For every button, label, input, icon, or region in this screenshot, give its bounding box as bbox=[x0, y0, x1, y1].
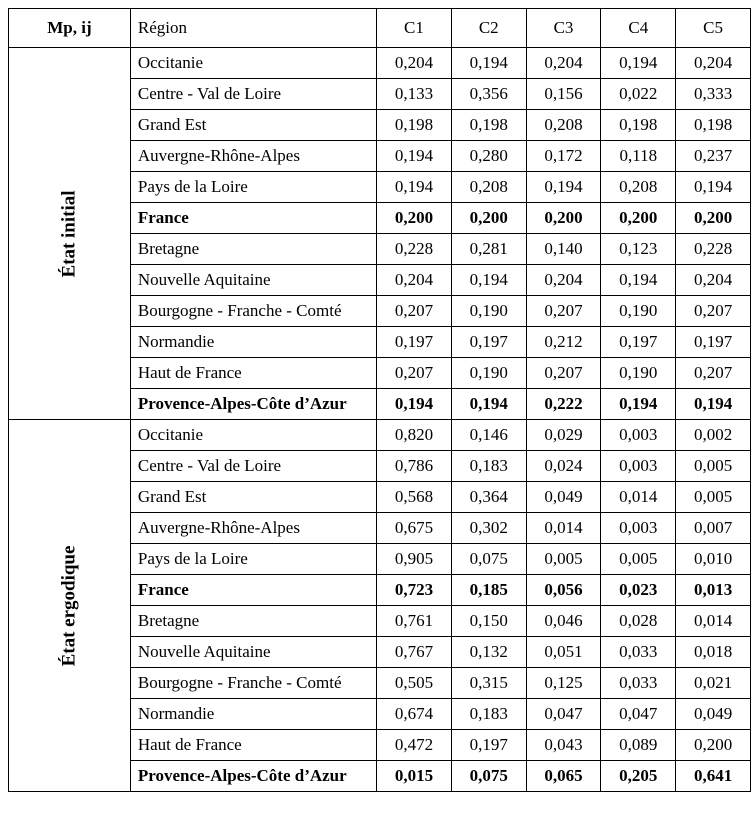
value-cell-c5: 0,194 bbox=[676, 172, 751, 203]
value-cell-c3: 0,204 bbox=[526, 48, 601, 79]
value-cell-c4: 0,190 bbox=[601, 358, 676, 389]
value-cell-c4: 0,022 bbox=[601, 79, 676, 110]
value-cell-c2: 0,190 bbox=[451, 358, 526, 389]
value-cell-c3: 0,207 bbox=[526, 296, 601, 327]
value-cell-c4: 0,198 bbox=[601, 110, 676, 141]
region-cell: Bretagne bbox=[130, 606, 376, 637]
value-cell-c4: 0,089 bbox=[601, 730, 676, 761]
value-cell-c5: 0,333 bbox=[676, 79, 751, 110]
column-header-c1: C1 bbox=[377, 9, 452, 48]
value-cell-c1: 0,568 bbox=[377, 482, 452, 513]
value-cell-c5: 0,010 bbox=[676, 544, 751, 575]
value-cell-c2: 0,150 bbox=[451, 606, 526, 637]
group-label: État initial bbox=[58, 189, 80, 278]
region-cell: Grand Est bbox=[130, 482, 376, 513]
value-cell-c2: 0,075 bbox=[451, 761, 526, 792]
value-cell-c1: 0,207 bbox=[377, 358, 452, 389]
region-cell: France bbox=[130, 203, 376, 234]
value-cell-c4: 0,197 bbox=[601, 327, 676, 358]
value-cell-c1: 0,207 bbox=[377, 296, 452, 327]
value-cell-c4: 0,118 bbox=[601, 141, 676, 172]
region-cell: Provence-Alpes-Côte d’Azur bbox=[130, 761, 376, 792]
group-label-cell bbox=[9, 48, 131, 420]
value-cell-c1: 0,472 bbox=[377, 730, 452, 761]
value-cell-c4: 0,003 bbox=[601, 513, 676, 544]
table-row bbox=[9, 420, 751, 451]
value-cell-c2: 0,190 bbox=[451, 296, 526, 327]
value-cell-c3: 0,204 bbox=[526, 265, 601, 296]
value-cell-c4: 0,033 bbox=[601, 668, 676, 699]
region-cell: Nouvelle Aquitaine bbox=[130, 637, 376, 668]
column-header-c5: C5 bbox=[676, 9, 751, 48]
value-cell-c2: 0,132 bbox=[451, 637, 526, 668]
value-cell-c1: 0,198 bbox=[377, 110, 452, 141]
value-cell-c3: 0,049 bbox=[526, 482, 601, 513]
region-cell: Provence-Alpes-Côte d’Azur bbox=[130, 389, 376, 420]
value-cell-c4: 0,194 bbox=[601, 389, 676, 420]
region-cell: Haut de France bbox=[130, 358, 376, 389]
value-cell-c4: 0,023 bbox=[601, 575, 676, 606]
value-cell-c3: 0,029 bbox=[526, 420, 601, 451]
value-cell-c3: 0,140 bbox=[526, 234, 601, 265]
value-cell-c4: 0,200 bbox=[601, 203, 676, 234]
value-cell-c1: 0,905 bbox=[377, 544, 452, 575]
transition-probability-table bbox=[8, 8, 751, 792]
value-cell-c5: 0,049 bbox=[676, 699, 751, 730]
value-cell-c5: 0,228 bbox=[676, 234, 751, 265]
table-row bbox=[9, 48, 751, 79]
group-label: État ergodique bbox=[58, 545, 80, 666]
value-cell-c1: 0,204 bbox=[377, 265, 452, 296]
column-header-c3: C3 bbox=[526, 9, 601, 48]
region-cell: Bretagne bbox=[130, 234, 376, 265]
value-cell-c5: 0,200 bbox=[676, 730, 751, 761]
value-cell-c2: 0,185 bbox=[451, 575, 526, 606]
value-cell-c5: 0,237 bbox=[676, 141, 751, 172]
value-cell-c2: 0,197 bbox=[451, 327, 526, 358]
value-cell-c1: 0,194 bbox=[377, 141, 452, 172]
value-cell-c2: 0,198 bbox=[451, 110, 526, 141]
header-row bbox=[9, 9, 751, 48]
region-cell: France bbox=[130, 575, 376, 606]
value-cell-c5: 0,204 bbox=[676, 48, 751, 79]
value-cell-c1: 0,194 bbox=[377, 389, 452, 420]
value-cell-c4: 0,033 bbox=[601, 637, 676, 668]
value-cell-c3: 0,014 bbox=[526, 513, 601, 544]
region-cell: Bourgogne - Franche - Comté bbox=[130, 668, 376, 699]
region-cell: Normandie bbox=[130, 699, 376, 730]
value-cell-c2: 0,315 bbox=[451, 668, 526, 699]
value-cell-c2: 0,302 bbox=[451, 513, 526, 544]
value-cell-c3: 0,156 bbox=[526, 79, 601, 110]
region-cell: Centre - Val de Loire bbox=[130, 79, 376, 110]
value-cell-c4: 0,005 bbox=[601, 544, 676, 575]
region-cell: Pays de la Loire bbox=[130, 172, 376, 203]
value-cell-c2: 0,194 bbox=[451, 48, 526, 79]
value-cell-c1: 0,675 bbox=[377, 513, 452, 544]
value-cell-c1: 0,015 bbox=[377, 761, 452, 792]
value-cell-c5: 0,197 bbox=[676, 327, 751, 358]
region-cell: Grand Est bbox=[130, 110, 376, 141]
value-cell-c1: 0,767 bbox=[377, 637, 452, 668]
value-cell-c5: 0,018 bbox=[676, 637, 751, 668]
region-cell: Haut de France bbox=[130, 730, 376, 761]
region-cell: Occitanie bbox=[130, 48, 376, 79]
region-column-header: Région bbox=[130, 9, 376, 48]
value-cell-c3: 0,172 bbox=[526, 141, 601, 172]
value-cell-c4: 0,003 bbox=[601, 451, 676, 482]
value-cell-c2: 0,194 bbox=[451, 265, 526, 296]
value-cell-c3: 0,046 bbox=[526, 606, 601, 637]
region-cell: Normandie bbox=[130, 327, 376, 358]
value-cell-c5: 0,005 bbox=[676, 482, 751, 513]
value-cell-c5: 0,014 bbox=[676, 606, 751, 637]
value-cell-c4: 0,028 bbox=[601, 606, 676, 637]
value-cell-c3: 0,194 bbox=[526, 172, 601, 203]
value-cell-c5: 0,198 bbox=[676, 110, 751, 141]
value-cell-c1: 0,674 bbox=[377, 699, 452, 730]
value-cell-c5: 0,204 bbox=[676, 265, 751, 296]
value-cell-c4: 0,047 bbox=[601, 699, 676, 730]
value-cell-c3: 0,208 bbox=[526, 110, 601, 141]
value-cell-c3: 0,056 bbox=[526, 575, 601, 606]
value-cell-c2: 0,146 bbox=[451, 420, 526, 451]
value-cell-c3: 0,043 bbox=[526, 730, 601, 761]
value-cell-c1: 0,133 bbox=[377, 79, 452, 110]
value-cell-c3: 0,065 bbox=[526, 761, 601, 792]
corner-header: Mp, ij bbox=[9, 9, 131, 48]
value-cell-c5: 0,002 bbox=[676, 420, 751, 451]
value-cell-c3: 0,212 bbox=[526, 327, 601, 358]
value-cell-c4: 0,190 bbox=[601, 296, 676, 327]
value-cell-c2: 0,356 bbox=[451, 79, 526, 110]
value-cell-c3: 0,207 bbox=[526, 358, 601, 389]
value-cell-c2: 0,364 bbox=[451, 482, 526, 513]
region-cell: Auvergne-Rhône-Alpes bbox=[130, 513, 376, 544]
value-cell-c2: 0,197 bbox=[451, 730, 526, 761]
value-cell-c2: 0,280 bbox=[451, 141, 526, 172]
value-cell-c1: 0,723 bbox=[377, 575, 452, 606]
value-cell-c3: 0,051 bbox=[526, 637, 601, 668]
value-cell-c2: 0,200 bbox=[451, 203, 526, 234]
value-cell-c1: 0,204 bbox=[377, 48, 452, 79]
value-cell-c2: 0,075 bbox=[451, 544, 526, 575]
value-cell-c1: 0,228 bbox=[377, 234, 452, 265]
value-cell-c3: 0,222 bbox=[526, 389, 601, 420]
value-cell-c2: 0,208 bbox=[451, 172, 526, 203]
value-cell-c5: 0,200 bbox=[676, 203, 751, 234]
value-cell-c5: 0,207 bbox=[676, 296, 751, 327]
value-cell-c2: 0,183 bbox=[451, 699, 526, 730]
value-cell-c4: 0,194 bbox=[601, 265, 676, 296]
value-cell-c4: 0,208 bbox=[601, 172, 676, 203]
value-cell-c1: 0,200 bbox=[377, 203, 452, 234]
value-cell-c3: 0,125 bbox=[526, 668, 601, 699]
value-cell-c3: 0,200 bbox=[526, 203, 601, 234]
column-header-c4: C4 bbox=[601, 9, 676, 48]
group-label-cell bbox=[9, 420, 131, 792]
region-cell: Occitanie bbox=[130, 420, 376, 451]
value-cell-c4: 0,205 bbox=[601, 761, 676, 792]
region-cell: Auvergne-Rhône-Alpes bbox=[130, 141, 376, 172]
value-cell-c3: 0,005 bbox=[526, 544, 601, 575]
value-cell-c5: 0,005 bbox=[676, 451, 751, 482]
value-cell-c3: 0,047 bbox=[526, 699, 601, 730]
value-cell-c1: 0,820 bbox=[377, 420, 452, 451]
value-cell-c2: 0,183 bbox=[451, 451, 526, 482]
region-cell: Nouvelle Aquitaine bbox=[130, 265, 376, 296]
value-cell-c1: 0,197 bbox=[377, 327, 452, 358]
value-cell-c3: 0,024 bbox=[526, 451, 601, 482]
value-cell-c1: 0,194 bbox=[377, 172, 452, 203]
value-cell-c5: 0,194 bbox=[676, 389, 751, 420]
value-cell-c5: 0,007 bbox=[676, 513, 751, 544]
region-cell: Centre - Val de Loire bbox=[130, 451, 376, 482]
value-cell-c4: 0,003 bbox=[601, 420, 676, 451]
value-cell-c5: 0,013 bbox=[676, 575, 751, 606]
value-cell-c1: 0,761 bbox=[377, 606, 452, 637]
value-cell-c4: 0,123 bbox=[601, 234, 676, 265]
region-cell: Pays de la Loire bbox=[130, 544, 376, 575]
table-body bbox=[9, 48, 751, 792]
value-cell-c5: 0,641 bbox=[676, 761, 751, 792]
value-cell-c4: 0,194 bbox=[601, 48, 676, 79]
value-cell-c1: 0,786 bbox=[377, 451, 452, 482]
value-cell-c1: 0,505 bbox=[377, 668, 452, 699]
column-header-c2: C2 bbox=[451, 9, 526, 48]
value-cell-c4: 0,014 bbox=[601, 482, 676, 513]
value-cell-c2: 0,281 bbox=[451, 234, 526, 265]
region-cell: Bourgogne - Franche - Comté bbox=[130, 296, 376, 327]
value-cell-c5: 0,021 bbox=[676, 668, 751, 699]
value-cell-c2: 0,194 bbox=[451, 389, 526, 420]
value-cell-c5: 0,207 bbox=[676, 358, 751, 389]
